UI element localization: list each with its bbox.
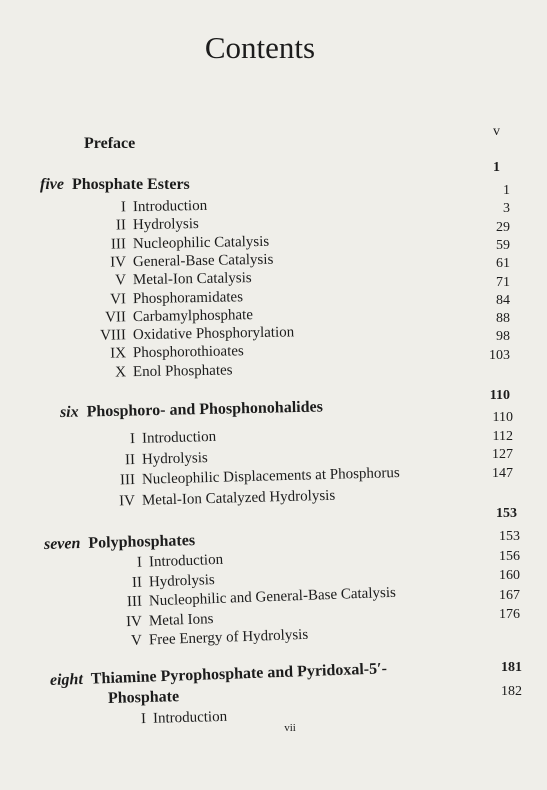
section-title: General-Base Catalysis [132, 251, 274, 271]
section-page: 156 [499, 548, 520, 564]
section-title: Enol Phosphates [132, 362, 233, 380]
section-entry [102, 572, 215, 593]
section-numeral: VIII [100, 327, 127, 344]
section-title: Nucleophilic Displacements at Phosphorus [141, 465, 400, 488]
section-numeral: II [115, 217, 127, 234]
page-title: Contents [204, 30, 316, 65]
section-entry [86, 233, 270, 253]
section-numeral: III [126, 593, 143, 611]
chapter-page: 181 [501, 660, 522, 675]
section-entry [86, 216, 199, 235]
section-title: Nucleophilic and General-Base Catalysis [148, 584, 397, 610]
section-entry [86, 198, 207, 217]
section-title: Nucleophilic Catalysis [132, 233, 270, 252]
chapter-heading [40, 176, 190, 194]
section-entry [86, 289, 243, 309]
section-entry [95, 487, 336, 510]
section-title: Metal-Ion Catalyzed Hydrolysis [141, 487, 336, 509]
section-numeral: III [110, 235, 127, 253]
section-page: 160 [499, 568, 520, 583]
section-entry [86, 362, 233, 382]
chapter-page: 1 [493, 160, 500, 175]
chapter-title: Thiamine Pyrophosphate and Pyridoxal-5′- [90, 660, 388, 688]
section-page: 153 [499, 529, 520, 544]
section-page: 103 [489, 347, 510, 363]
section-title: Free Energy of Hydrolysis [148, 626, 309, 649]
chapter-number: five [40, 176, 64, 193]
section-numeral: VII [105, 309, 127, 326]
chapter-title: Polyphosphates [88, 532, 196, 552]
section-page: 127 [492, 447, 513, 462]
preface-page: v [493, 124, 500, 139]
chapter-heading [50, 660, 388, 690]
section-entry [102, 552, 224, 573]
chapter-title-continued: Phosphate [107, 688, 180, 707]
section-entry [86, 307, 253, 327]
section-page: 71 [496, 274, 510, 290]
section-page: 167 [499, 587, 520, 603]
section-title: Carbamylphosphate [132, 306, 254, 325]
section-entry [102, 611, 214, 632]
section-page: 84 [496, 292, 510, 308]
chapter-page: 110 [489, 388, 510, 403]
chapter-heading [60, 398, 323, 422]
chapter-number: six [59, 403, 79, 421]
section-numeral: IV [110, 254, 127, 271]
section-numeral: IV [125, 613, 143, 630]
section-page: 98 [496, 329, 510, 345]
section-title: Hydrolysis [141, 449, 209, 468]
section-page: 112 [492, 428, 513, 444]
section-page: 1 [503, 183, 510, 198]
section-title: Oxidative Phosphorylation [132, 324, 295, 344]
section-title: Metal-Ion Catalysis [132, 270, 252, 289]
section-title: Phosphoramidates [132, 288, 244, 307]
section-page: 176 [499, 607, 520, 622]
section-title: Hydrolysis [148, 571, 216, 590]
section-entry [95, 450, 208, 470]
section-page: 182 [501, 684, 522, 699]
section-title: Introduction [152, 708, 228, 727]
chapter-title: Phosphate Esters [71, 176, 190, 193]
chapter-heading [44, 532, 196, 554]
section-numeral: I [129, 430, 136, 448]
chapter-number: seven [43, 535, 81, 553]
chapter-page: 153 [496, 506, 517, 521]
section-numeral: IV [118, 492, 136, 509]
page-folio: vii [284, 722, 296, 734]
section-page: 147 [492, 465, 513, 481]
section-numeral: V [130, 632, 143, 649]
section-page: 88 [496, 311, 510, 327]
section-page: 3 [503, 201, 510, 217]
chapter-title: Phosphoro- and Phosphonohalides [86, 398, 324, 421]
section-numeral: III [119, 471, 136, 489]
section-entry [106, 709, 228, 729]
section-title: Introduction [141, 428, 217, 447]
preface-label: Preface [84, 135, 136, 152]
section-title: Metal Ions [148, 610, 214, 629]
section-numeral: I [120, 199, 127, 216]
section-numeral: VI [110, 290, 127, 308]
section-title: Hydrolysis [132, 216, 199, 234]
section-entry [86, 344, 244, 364]
section-numeral: X [115, 363, 127, 381]
section-entry [86, 324, 295, 345]
section-numeral: IX [110, 345, 127, 362]
section-entry [86, 252, 274, 272]
section-numeral: I [136, 554, 143, 571]
section-numeral: I [140, 710, 147, 728]
section-entry [86, 270, 252, 290]
section-title: Introduction [132, 197, 208, 216]
section-page: 29 [496, 219, 510, 235]
section-numeral: V [115, 272, 127, 289]
section-page: 61 [496, 256, 510, 272]
section-numeral: II [124, 451, 136, 468]
section-page: 59 [496, 237, 510, 253]
section-numeral: II [131, 574, 143, 591]
section-entry [95, 429, 217, 449]
chapter-number: eight [49, 670, 84, 689]
section-title: Introduction [148, 551, 224, 571]
section-page: 110 [492, 410, 513, 425]
section-title: Phosphorothioates [132, 343, 244, 362]
